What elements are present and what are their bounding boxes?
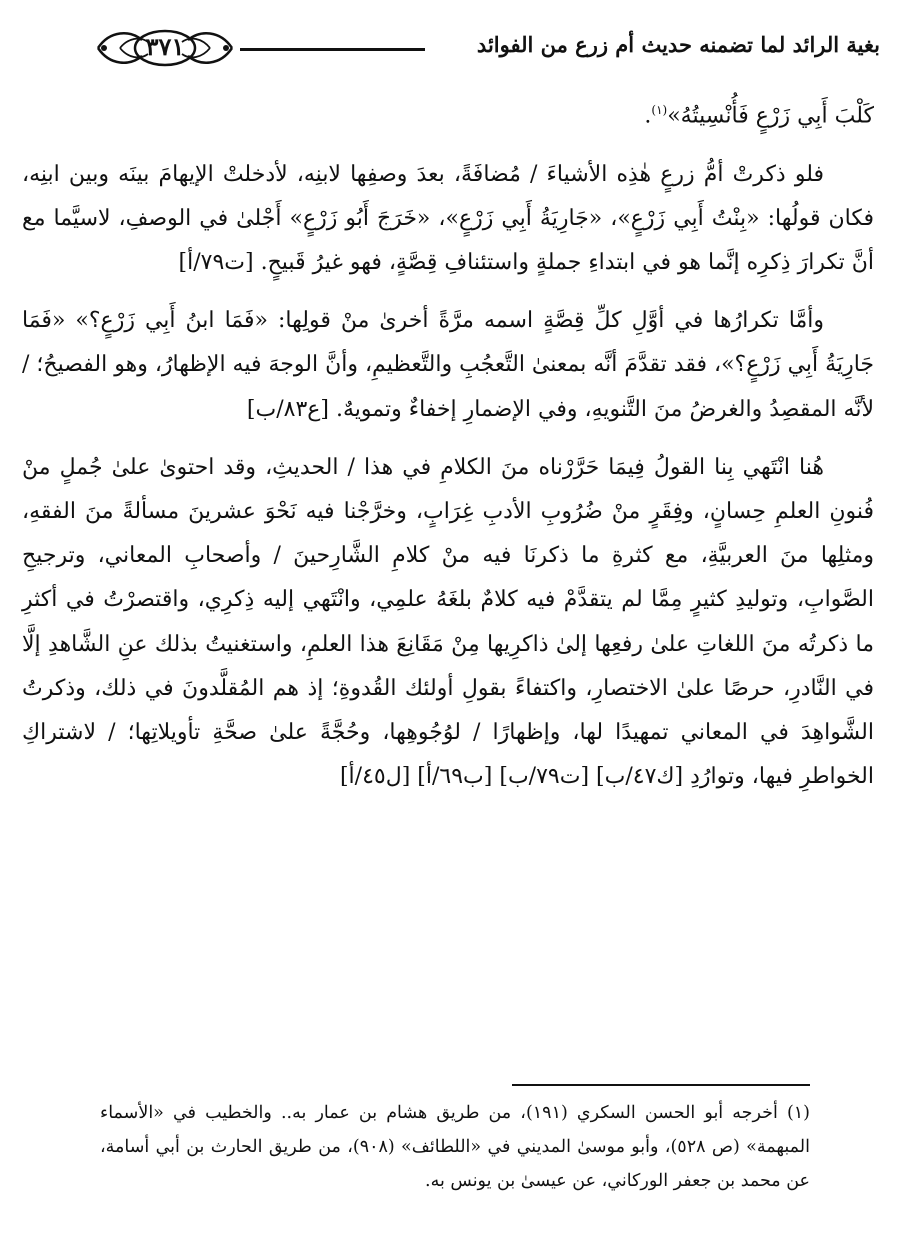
page-number: ٣٧١	[145, 32, 185, 61]
page-header	[90, 24, 880, 72]
footnote: (١) أخرجه أبو الحسن السكري (١٩١)، من طريق هشام بن عمار به.. والخطيب في «الأسماء المبهمة» (ص ٥٢٨)، وأبو موسىٰ المديني في «اللطائف» (٩٠٨)، من طريق الحارث بن أبي أسامة، عن محمد بن جعفر الوركاني، عن عيسىٰ بن يونس به.	[100, 1103, 810, 1191]
paragraph	[22, 153, 874, 286]
paragraph-text: فلو ذكرتْ أمُّ زرعٍ هٰذِه الأشياءَ / مُضافَةً، بعدَ وصفِها لابنِه، لأدخلتْ الإيهامَ بينَه وبين ابنِه، فكان قولُها: «بِنْتُ أَبِي زَرْعٍ»، «جَارِيَةُ أَبِي زَرْعٍ»، «خَرَجَ أَبُو زَرْعٍ» أَجْلىٰ في الوصفِ، لاسيَّما مع أنَّ تكرارَ ذِكرِه إنَّما هو في ابتداءِ جملةٍ واستئنافِ قِصَّةٍ، فهو غيرُ قَبيحٍ.	[22, 161, 874, 275]
paragraph-text: هُنا انْتَهي بِنا القولُ فِيمَا حَرَّرْناه منَ الكلامِ في هذا / الحديثِ، وقد احتوىٰ علىٰ جُملٍ منْ فُنونِ العلمِ حِسانٍ، وفِقَرٍ منْ ضُرُوبِ الأدبِ غِرَابٍ، وخرَّجْنا فيه نَحْوَ عشرينَ مسألةً منَ الفقهِ، ومثلِها منَ العربيَّةِ، مع كثرةِ ما ذكرنَا فيه منْ كلامِ الشَّارِحينَ / وأصحابِ المعاني، وترجيحِ الصَّوابِ، وتوليدِ كثيرٍ مِمَّا لم يتقدَّمْ فيه كلامٌ بلغَهُ علمِي، وانْتَهي إليه ذِكرِي، واقتصرْتُ في أكثرِ ما ذكرتُه منَ اللغاتِ علىٰ رفعِها إلىٰ ذاكرِيها مِنْ مَقَانِعَ هذا العلمِ، واستغنيتُ بذلك عنِ الشَّاهدِ إلَّا في النَّادرِ، حرصًا علىٰ الاختصارِ، واكتفاءً بقولِ أولئك القُدوةِ؛ إذ هم المُقلَّدونَ في ذلك، وذكرتُ الشَّواهِدَ في المعاني تمهيدًا لها، وإظهارًا / لوُجُوهِها، وحُجَّةً علىٰ صحَّةِ تأويلاتِها؛ / لاشتراكِ الخواطرِ فيها، وتوارُدِ	[22, 454, 875, 790]
footnotes	[100, 1096, 810, 1198]
manuscript-ref: [ب٦٩/أ]	[417, 764, 493, 790]
paragraph-text: وأمَّا تكرارُها في أوَّلِ كلِّ قِصَّةٍ اسمه مرَّةً أخرىٰ منْ قولِها: «فَمَا ابنُ أَبِي زَرْعٍ؟» «فَمَا جَارِيَةُ أَبِي زَرْعٍ؟»، فقد تقدَّمَ أنَّه بمعنىٰ التَّعجُبِ والتَّعظيمِ، وأنَّ الوجهَ فيه الإظهارُ، وهو الفصيحُ؛ / لأنَّه المقصِدُ والغرضُ منَ التَّنويهِ، وفي الإضمارِ إخفاءٌ وتمويهٌ.	[21, 308, 874, 422]
manuscript-ref: [ع٨٣/ب]	[246, 396, 329, 422]
paragraph: كَلْبَ أَبِي زَرْعٍ فَأُنْسِيتُهُ»$^{(١)}$.	[644, 103, 874, 129]
manuscript-ref: [ل٤٥/أ]	[339, 764, 411, 790]
footnote-separator	[512, 1084, 810, 1086]
manuscript-ref: [ت٧٩/أ]	[178, 249, 254, 275]
header-rule	[240, 48, 425, 51]
paragraph	[22, 299, 874, 432]
manuscript-ref: [ت٧٩/ب]	[499, 764, 590, 790]
paragraph	[22, 446, 874, 800]
running-title: بغية الرائد لما تضمنه حديث أم زرع من الفوائد	[476, 32, 880, 57]
paragraph-text: كَلْبَ أَبِي زَرْعٍ فَأُنْسِيتُهُ»	[667, 103, 874, 129]
footnote-marker: (١)	[651, 103, 668, 117]
main-text	[22, 88, 874, 799]
manuscript-ref: [ك٤٧/ب]	[596, 764, 684, 790]
page-number-ornament	[90, 26, 240, 70]
